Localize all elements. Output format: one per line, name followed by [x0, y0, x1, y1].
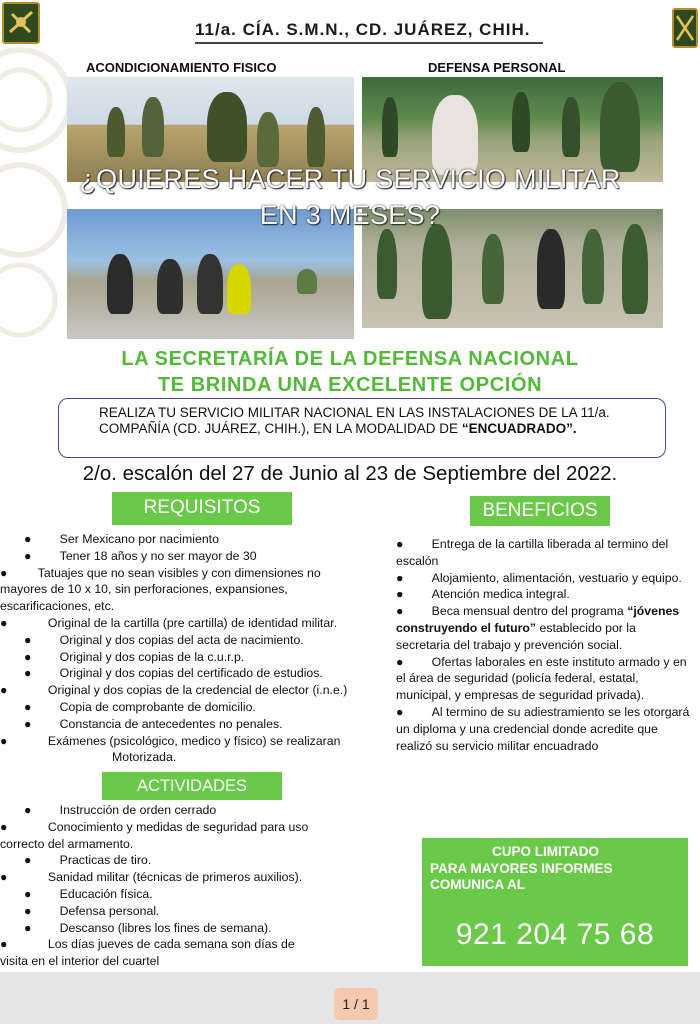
header — [0, 0, 700, 52]
requisitos-list — [0, 531, 356, 766]
list-item: ● Conocimiento y medidas de seguridad para uso correcto del armamento. — [0, 819, 309, 851]
intro-box — [58, 398, 666, 458]
cupo-line2: PARA MAYORES INFORMES — [430, 860, 613, 876]
requisitos-header: REQUISITOS — [112, 492, 292, 525]
army-emblem-icon — [2, 2, 40, 44]
page-title: 11/a. CÍA. S.M.N., CD. JUÁREZ, CHIH. — [195, 20, 531, 39]
list-item: ● Atención medica integral. — [396, 587, 570, 602]
section-label-defense: DEFENSA PERSONAL — [428, 60, 566, 75]
list-item: ● Instrucción de orden cerrado — [24, 803, 217, 817]
list-item: ● Descanso (libres los fines de semana). — [24, 920, 272, 935]
list-item: ● Exámenes (psicológico, medico y físico) se realizaran Motorizada. — [0, 733, 341, 765]
actividades-header: ACTIVIDADES — [102, 772, 282, 800]
phone-number[interactable]: 921 204 75 68 — [455, 918, 655, 951]
list-item: ● Original y dos copias del certificado de estudios. — [24, 666, 323, 681]
title-underline — [195, 42, 543, 44]
green-heading-line1: LA SECRETARÍA DE LA DEFENSA NACIONAL — [121, 348, 579, 370]
list-item: ● Practicas de tiro. — [24, 853, 152, 868]
section-label-fitness: ACONDICIONAMIENTO FISICO — [86, 60, 277, 75]
intro-bold: “ENCUADRADO”. — [461, 421, 577, 436]
cupo-line3: COMUNICA AL — [430, 877, 525, 892]
contact-box — [422, 838, 688, 966]
headline-line2: EN 3 MESES? — [259, 200, 441, 230]
list-item: ● Entrega de la cartilla liberada al termino del escalón — [396, 537, 669, 568]
list-item: ● Ser Mexicano por nacimiento — [24, 532, 219, 546]
list-item: ● Sanidad militar (técnicas de primeros auxilios). — [0, 870, 303, 885]
list-item: ● Constancia de antecedentes no penales. — [24, 716, 283, 731]
list-item: ● Los días jueves de cada semana son días de visita en el interior del cuartel — [0, 937, 295, 969]
list-item: ● Tener 18 años y no ser mayor de 30 — [24, 548, 257, 563]
page-indicator[interactable]: 1 / 1 — [334, 988, 378, 1020]
list-item: ● Original y dos copias de la credencial de elector (i.n.e.) — [0, 683, 348, 698]
insignia-icon — [672, 8, 698, 48]
list-item: ● Original de la cartilla (pre cartilla) de identidad militar. — [0, 615, 338, 630]
beneficios-header: BENEFICIOS — [470, 496, 610, 526]
list-item: ● Defensa personal. — [24, 903, 160, 918]
list-item: ● Ofertas laborales en este instituto armado y en el área de seguridad (policía federal, estatal, municipal, y empresas de seguridad privada). — [396, 654, 687, 703]
list-item: ● Original y dos copias de la c.u.r.p. — [24, 649, 245, 664]
beneficios-list — [396, 536, 692, 754]
green-heading-line2: TE BRINDA UNA EXCELENTE OPCIÓN — [157, 374, 543, 396]
list-item: ● Beca mensual dentro del programa “jóvenes construyendo el futuro” establecido por la secretaria del trabajo y prevención social. — [396, 604, 680, 652]
list-item: ● Alojamiento, alimentación, vestuario y equipo. — [396, 570, 682, 585]
list-item: ● Copia de comprobante de domicilio. — [24, 699, 256, 714]
intro-text: REALIZA TU SERVICIO MILITAR NACIONAL EN LAS INSTALACIONES DE LA 11/a. COMPAÑÍA (CD. JUÁREZ, CHIH.), EN LA MODALIDAD DE — [99, 405, 610, 436]
cupo-line1: CUPO LIMITADO — [492, 844, 599, 859]
list-item: ● Al termino de su adiestramiento se les otorgará un diploma y una credencial donde acredite que realizó su servicio militar encuadrado — [396, 704, 690, 753]
list-item: ● Original y dos copias del acta de nacimiento. — [24, 632, 304, 647]
dates-text: 2/o. escalón del 27 de Junio al 23 de Septiembre del 2022. — [82, 462, 618, 485]
headline-line1: ¿QUIERES HACER TU SERVICIO MILITAR — [79, 164, 621, 194]
actividades-list — [0, 802, 314, 972]
list-item: ● Tatuajes que no sean visibles y con dimensiones no mayores de 10 x 10, sin perforaciones, expansiones, escarificaciones, etc. — [0, 565, 321, 614]
list-item: ● Educación física. — [24, 886, 153, 901]
